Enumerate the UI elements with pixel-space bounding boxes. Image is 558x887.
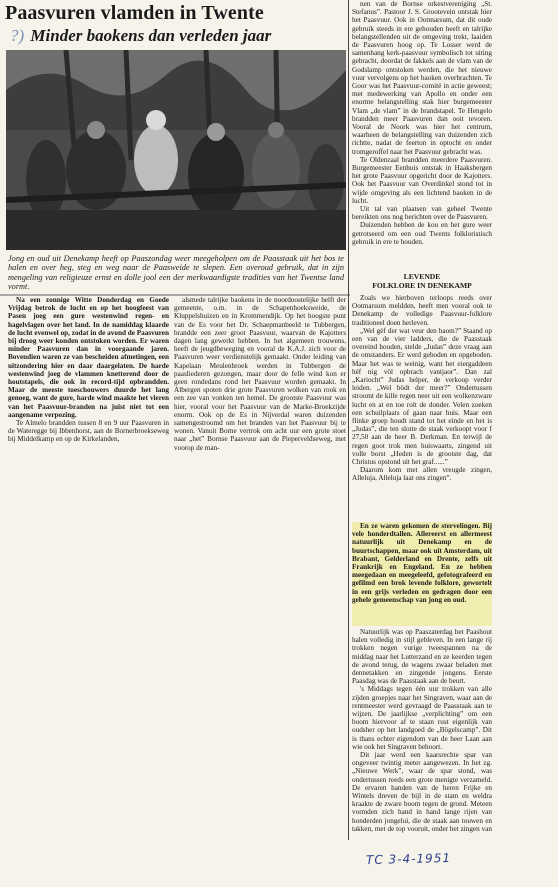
section-heading-line-2: FOLKLORE IN DENEKAMP bbox=[372, 280, 472, 290]
paragraph: 's Middags tegen één uur trokken van alle zijden groepjes naar het Singraven, waar aan de rentmeester werd gevraagd de Paasstaak aan te wijzen. De jaarlijkse „verplichting” om een boom hiervoor af te staan rust eigenlijk van oudsher op het landgoed de „Bögelscamp”. Dit is thans echter eigendom van de heer Laan aan wie ook het Singraven behoort. bbox=[352, 685, 492, 751]
photo-scene-image bbox=[6, 50, 346, 250]
article-column-3-end bbox=[352, 628, 492, 834]
article-column-2 bbox=[174, 296, 346, 526]
lead-paragraph: Na een zonnige Witte Donderdag en Goede Vrijdag betrok de lucht en op het hoogfeest van Pasen joeg een gure westenwind regen- en hagelvlagen over het land. In de namiddag klaarde de lucht evenwel op, zodat in de avond de Paasvuren bij droog weer konden ontstoken worden. Er waren minder Paasvuren dan in voorgaande jaren. Bovendien waren ze van bescheiden afmetingen, een uitzondering hier en daar daargelaten. De harde westenwind joeg de vlammen knetterend door de houtstapels, die ook in record-tijd opbrandden. Maar de meeste toeschouwers duurde het lang genoeg, want de gure, harde wind maakte het vieren van het Paasvuur-branden na juist niet tot een aangename verpozing. bbox=[8, 296, 169, 419]
paragraph: Te Almelo brandden tussen 8 en 9 uur Paasvuren in de Wateregge bij Ibbenhorst, aan de Bornerbroekseweg bij Middelkamp en op de Kirkelanden, bbox=[8, 419, 169, 444]
paragraph: Zoals we hierboven terloops reeds over Ootmarsum meldden, heeft men vooral ook te Denekamp de volledige Paasvuur-folklore traditioneel doen herleven. bbox=[352, 294, 492, 327]
section-heading bbox=[352, 273, 492, 290]
paragraph: Duizenden hebben de kou en het gure weer getrotseerd om een oud Twents folkloristisch gebruik in ere te houden. bbox=[352, 221, 492, 246]
paragraph: Daarom kom met allen vreugde zingen, Alleluja, Alleluja laat ons zingen”. bbox=[352, 466, 492, 483]
handwritten-date-note: TC 3-4-1951 bbox=[365, 850, 452, 868]
paragraph: alsmede talrijke baokens in de noordoostelijke helft der gemeente, o.m. in de Schapenhoeksweide, de Kluppelshuizen en in Krommendijk. Op het hoogste punt van de Es voor het Dr. Schaepmanbeeld te Tubbergen, brandde een zeer groot Paasvuur, waarvan de Kajotters dagen lang gewerkt hebben. In het algemeen trouwens, heeft de jeugdbeweging en vooral de K.A.J. zich voor de Paasvuren weer verdienstelijk gemaakt. Onder leiding van Kapelaan Meulenbroek werden in Tubbergen de paasliederen gezongen, maar door de felle wind kon er geen rondedans rond het Paasvuur worden gemaakt. In Albergen spoten drie grote Paasvuren wolken van rook en een zee van vonken ten hemel. De grootste Paasvuur was hier, vooral voor het Paasvuur van de Marke-Broekzijde enorm. Ook op de Es in Nijverdal waren duizenden samengestroomd om het branden van het Paasvuur bij te wonen. Vanuit Borne vertrok om acht uur een grote stoet naar „het” Bornse Paasvuur aan de Pieperveldseweg, met voorop de man- bbox=[174, 296, 346, 452]
subheadline-row bbox=[10, 26, 340, 46]
paragraph: nen van de Bornse orkestvereniging „St. Stefanus”. Pastoor J. S. Grootevein ontstak hier het Paasvuur. Ook in Ootmarsum, dat dit oude gebruik steeds in ere gehouden heeft en talrijke belangstellenden uit de omgeving trekt, laaiden de Paasvuren hoog op. Te Losser werd de samenhang kerk-paasvuur symbolisch tot uiting gebracht, doordat de fakkels aan de vlam van de Godslamp ontstoken werden, die het nieuwe vuur vervolgens op het baoken overbrachten. Te Goor was het Paasvuur-comité in actie geweest; met medewerking van Apollo en onder een enorme belangstelling stak hier burgemeester Vlam „de vlam” in de brandstapel. Te Hengelo brandden meer Paasvuren dan ooit tevoren. Vooral de Noork was hier het centrum, waarheen de belangstelling van duizenden zich richtte, nadat de feerton in optocht en onder tromgeroffel naar het Paasvuur gebracht was. bbox=[352, 0, 492, 156]
article-column-3 bbox=[352, 0, 492, 271]
paragraph: Uit tal van plaatsen van geheel Twente bereikten ons nog berichten over de Paasvuren. bbox=[352, 205, 492, 222]
highlighted-text: En ze waren gekomen de stervelingen. Bij vele honderdtallen. Allereerst en allermeest natuurlijk uit Denekamp en de buurtschappen, maar ook uit Amsterdam, uit Brabant, Gelderland en Drente, zelfs uit Frankrijk en Engeland. En ze hebben meegedaan en meegeleefd, gefotografeerd en gefilmd een brok levende folklore, gewortelt in een grijs verleden en gedragen door een gehele gemeenschap van jong en oud. bbox=[352, 522, 492, 604]
column-rule bbox=[348, 0, 349, 840]
headline: Paasvuren vlamden in Twente bbox=[5, 2, 264, 24]
subheadline: Minder baokens dan verleden jaar bbox=[30, 26, 272, 45]
photo-caption: Jong en oud uit Denekamp heeft op Paaszondag weer meegeholpen om de Paasstaak uit het bos te halen en over heg, steg en weg naar de Paasweide te slepen. Een overoud gebruik, dat in zijn mengeling van religieuze ernst en dolle jool een der merkwaardigste tradities van het Twentse land vormt. bbox=[8, 254, 344, 292]
paragraph: Natuurlijk was op Paaszaterdag het Paashout halen volledig in stijl gebleven. In een lange rij trokken negen vurige tweespannen na de middag naar het Lutterzand en ze keerden tegen de avond terug, de wagens zwaar beladen met dennetakken en zingende jongens. Eerste Paasdag was de Paasstaak aan de beurt. bbox=[352, 628, 492, 686]
highlighted-paragraph bbox=[352, 522, 492, 626]
news-photo bbox=[6, 50, 346, 250]
handwritten-mark: ?) bbox=[10, 26, 25, 45]
paragraph: „Wel gèf der wat veur den baom?” Staand op een van de vier ladders, die de Paasstaak overeind houden, stelde „Judas” deze vraag aan de omstanders. Er werd geboden en opgeboden. Maar het was te weinig, want het eiergaddeen hèf nig völ opbrach vantjaor”. Dan zal „Kariocht” Judas helper, de verkoop verder leiden. „Wel bödt der meer?” Ondertussen stroomt de kille regen neer uit een wolkenzware lucht en at en toe rolt de donder. Velen zoeken een schuilplaats of gaan naar huis. Maar een flinke groep houdt stand tot het einde en het is „Judas”, die ten slotte de staak verkoopt voor f 27,50 aan de heer B. Derkman. En terwijl de regen goot trok men huiswaarts, zingend uit volle borst „Heden is de grootste dag, dat Christus opstond uit het graf......” bbox=[352, 326, 492, 467]
article-column-3-continued bbox=[352, 294, 492, 522]
paragraph: Dit jaar werd een kaarsrechte spar van ongeveer twintig meter aangewezen. In het zg. „Nieuwe Werk”, waar de spar stond, was ondertussen reeds een grote menigte verzameld. De ervaren handen van de heren Frijke en Wintels dreven de bijl in de stam en weldra kraakte de zware boom tegen de grond. Meteen vormden zich hand in hand lange rijen van honderden jongelui, die de staak aan touwen en takken, met de top vooruit, onder het zingen van bbox=[352, 751, 492, 833]
article-column-1 bbox=[8, 296, 169, 526]
section-heading-line-1: LEVENDE bbox=[403, 272, 441, 281]
paragraph: Te Oldenzaal brandden meerdere Paasvuren. Burgemeester Eenhuis ontstak in Haaksbergen het grote Paasvuur opgericht door de Kajotters. Ook het Paasvuur van Overdinkel stond tot in wijde omgeving als een lichtend baoken in de lucht. bbox=[352, 155, 492, 205]
